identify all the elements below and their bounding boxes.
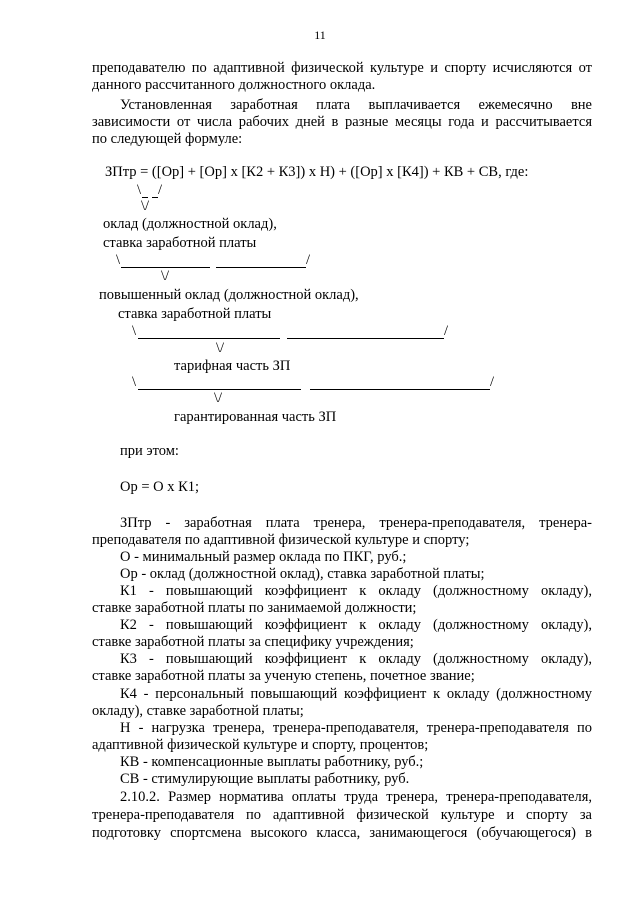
page-number: 11	[314, 28, 326, 42]
label-raised-salary-line-1: повышенный оклад (должностной оклад),	[99, 287, 359, 303]
brace-1-right: /	[158, 182, 163, 198]
brace-3-left: \	[132, 323, 137, 339]
brace-3-right: /	[444, 323, 449, 339]
section-2-10-2-line-3: подготовку спортсмена высокого класса, занимающегося (обучающегося) в	[92, 825, 592, 841]
definition-n-line-2: адаптивной физической культуре и спорту, процентов;	[92, 737, 429, 753]
intro-line-5: по следующей формуле:	[92, 131, 243, 147]
definition-k4-line-1: К4 - персональный повышающий коэффициент к окладу (должностному	[120, 686, 592, 702]
definition-k4-line-2: окладу), ставке заработной платы;	[92, 703, 304, 719]
or-formula: Ор = О х К1;	[120, 479, 200, 495]
brace-2-right: /	[306, 252, 311, 268]
brace-2-rule-right	[216, 267, 306, 268]
intro-line-1: преподавателю по адаптивной физической культуре и спорту исчисляются от	[92, 60, 592, 76]
definition-zptr-line-1: ЗПтр - заработная плата тренера, тренера-преподавателя, тренера-	[120, 515, 592, 531]
brace-3-rule-right	[287, 338, 444, 339]
intro-line-2: данного рассчитанного должностного оклада.	[92, 77, 376, 93]
definition-sv: СВ - стимулирующие выплаты работнику, руб.	[120, 771, 410, 787]
where-label: при этом:	[120, 443, 179, 459]
section-2-10-2-line-1: 2.10.2. Размер норматива оплаты труда тренера, тренера-преподавателя,	[120, 789, 592, 805]
label-base-salary-line-2: ставка заработной платы	[103, 235, 257, 251]
label-tariff-part: тарифная часть ЗП	[174, 358, 291, 374]
intro-line-4: зависимости от числа рабочих дней в разные месяцы года и рассчитывается	[92, 114, 592, 130]
label-base-salary-line-1: оклад (должностной оклад),	[103, 216, 277, 232]
definition-or: Ор - оклад (должностной оклад), ставка заработной платы;	[120, 566, 485, 582]
definition-kv: КВ - компенсационные выплаты работнику, руб.;	[120, 754, 424, 770]
definition-o: О - минимальный размер оклада по ПКГ, руб.;	[120, 549, 407, 565]
brace-3-rule-left	[138, 338, 280, 339]
intro-line-3: Установленная заработная плата выплачивается ежемесячно вне	[120, 97, 592, 113]
brace-2-left: \	[116, 252, 121, 268]
definition-k1-line-1: К1 - повышающий коэффициент к окладу (должностному окладу),	[120, 583, 592, 599]
brace-1-left: \	[137, 182, 142, 198]
definition-k3-line-2: ставке заработной платы за ученую степень, почетное звание;	[92, 668, 475, 684]
definition-k2-line-1: К2 - повышающий коэффициент к окладу (должностному окладу),	[120, 617, 592, 633]
brace-4-left: \	[132, 374, 137, 390]
definition-zptr-line-2: преподавателя по адаптивной физической культуре и спорту;	[92, 532, 470, 548]
brace-4-arrow: \/	[214, 390, 223, 406]
section-2-10-2-line-2: тренера-преподавателя по адаптивной физической культуре и спорту за	[92, 807, 592, 823]
label-raised-salary-line-2: ставка заработной платы	[118, 306, 272, 322]
brace-3-arrow: \/	[216, 340, 225, 356]
definition-k1-line-2: ставке заработной платы по занимаемой должности;	[92, 600, 417, 616]
brace-2-arrow: \/	[161, 268, 170, 284]
label-guaranteed-part: гарантированная часть ЗП	[174, 409, 337, 425]
definition-n-line-1: Н - нагрузка тренера, тренера-преподавателя, тренера-преподавателя по	[120, 720, 592, 736]
brace-4-right: /	[490, 374, 495, 390]
brace-1-arrow: \/	[141, 198, 150, 214]
definition-k3-line-1: К3 - повышающий коэффициент к окладу (должностному окладу),	[120, 651, 592, 667]
salary-formula: ЗПтр = ([Ор] + [Ор] х [К2 + К3]) х Н) + ([Ор] х [К4]) + КВ + СВ, где:	[105, 164, 529, 180]
definition-k2-line-2: ставке заработной платы за специфику учреждения;	[92, 634, 414, 650]
brace-4-rule-right	[310, 389, 490, 390]
